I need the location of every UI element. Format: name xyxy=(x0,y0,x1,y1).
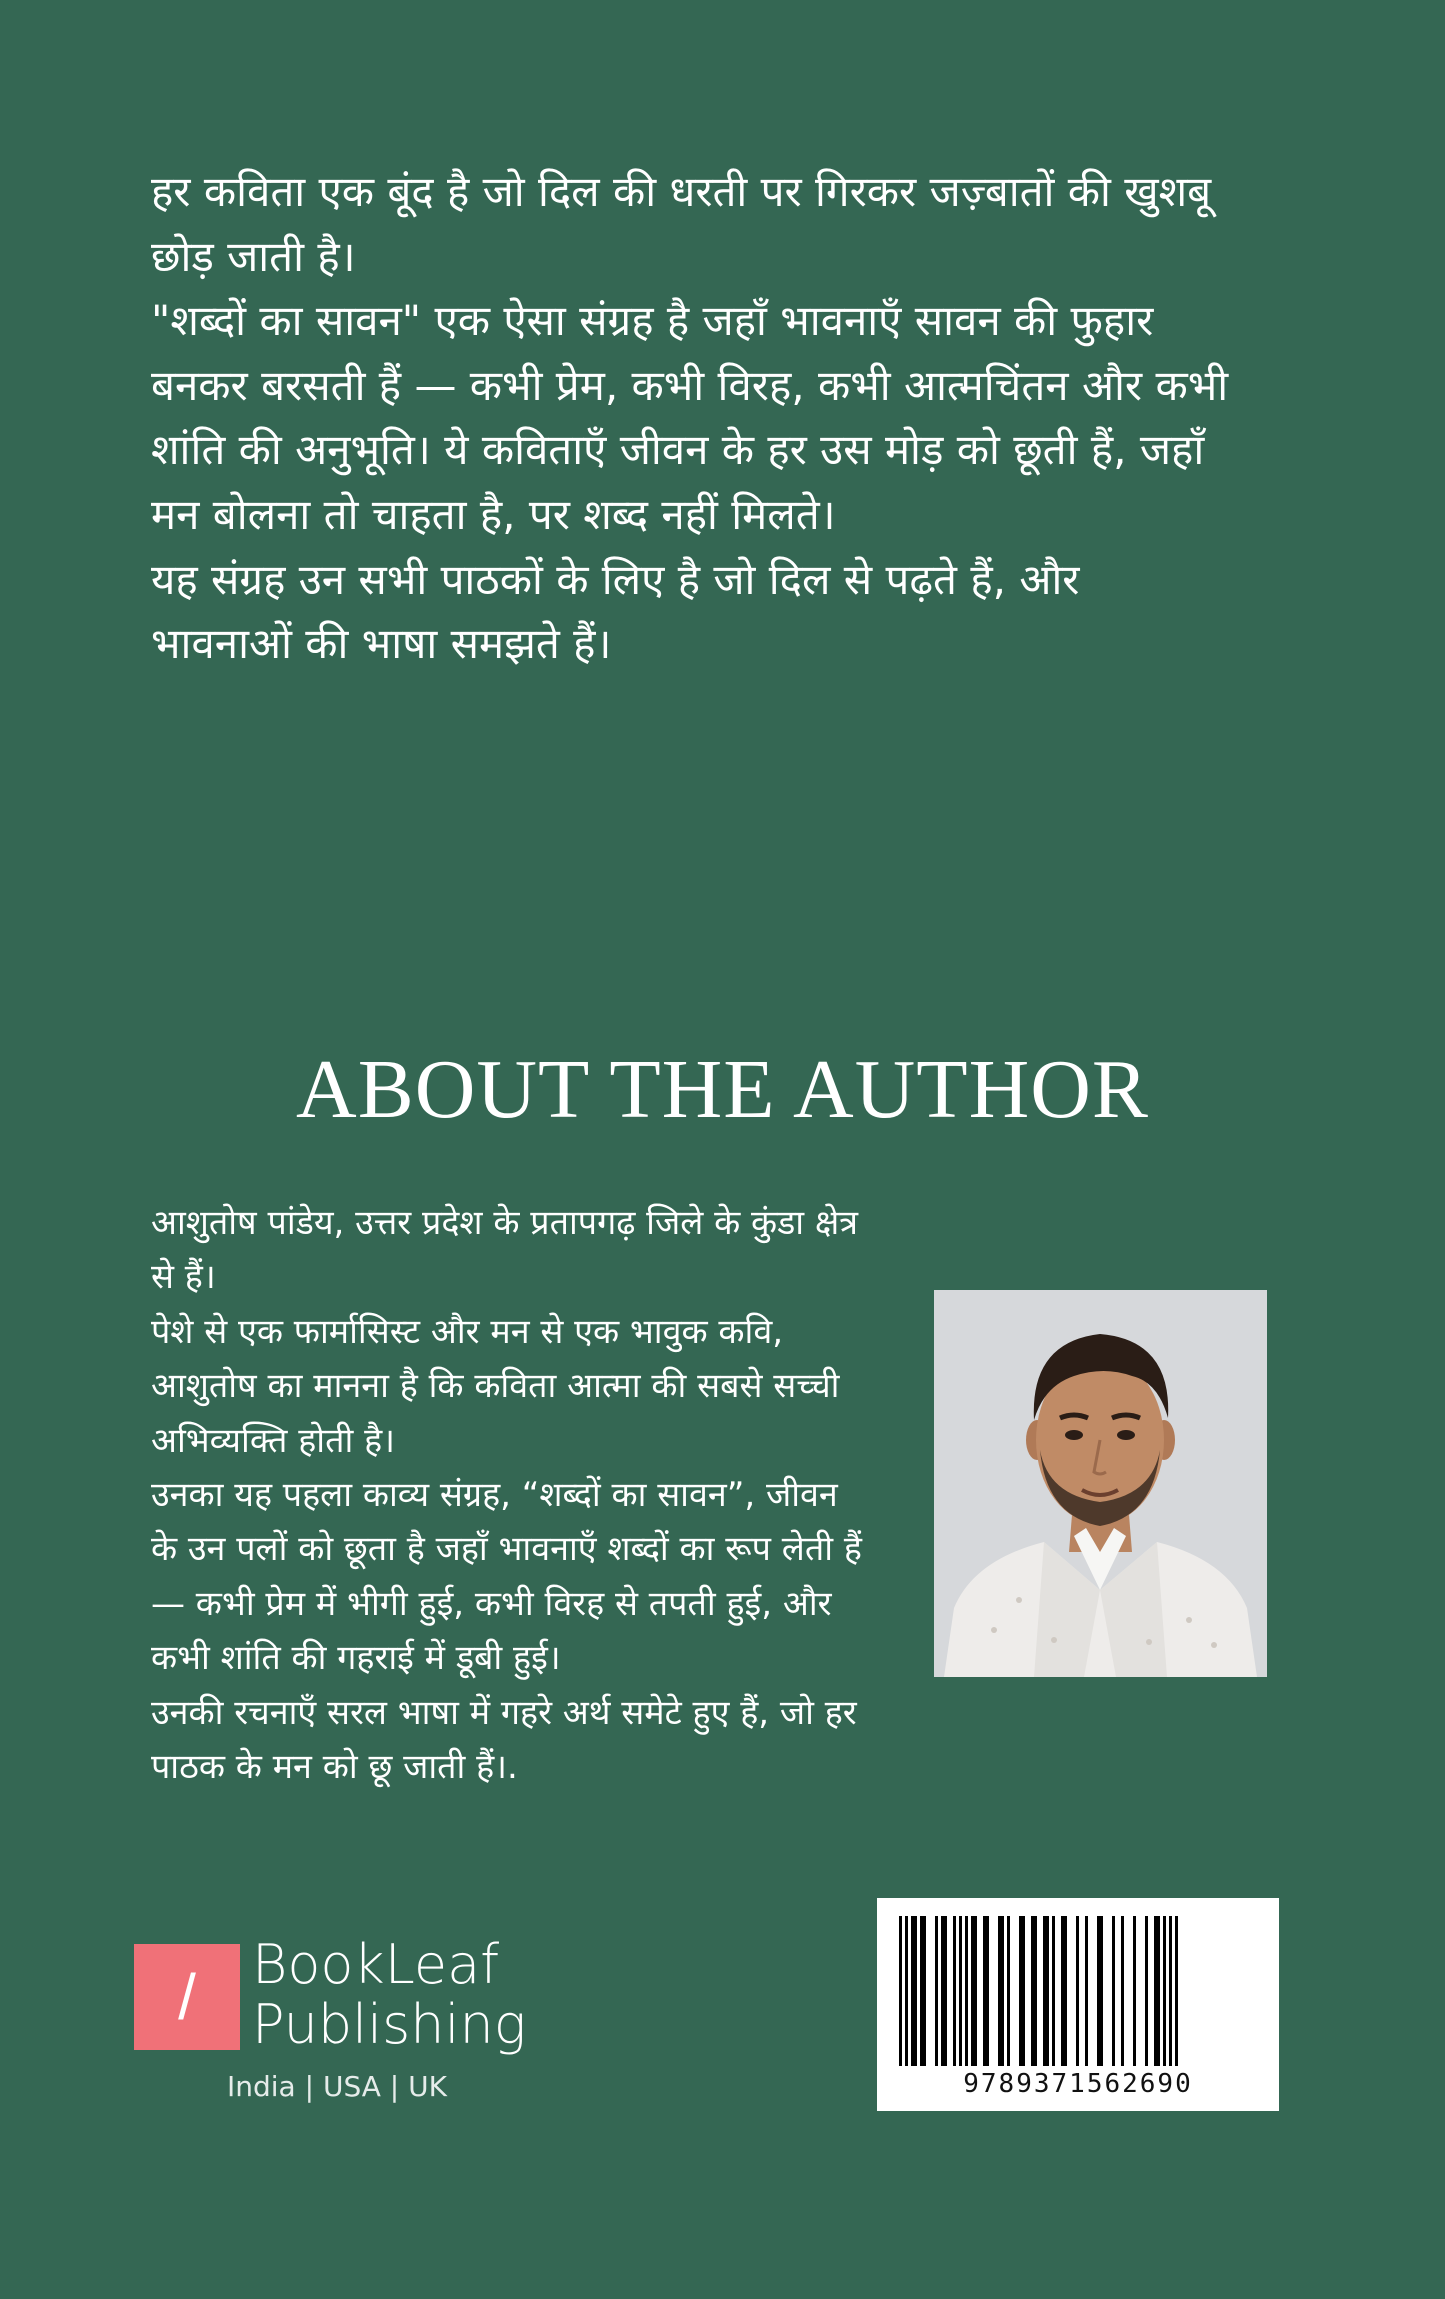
isbn-number: 9789371562690 xyxy=(963,2069,1193,2099)
book-blurb xyxy=(151,160,1231,677)
author-portrait-illustration xyxy=(934,1290,1267,1677)
blurb-paragraph: यह संग्रह उन सभी पाठकों के लिए है जो दिल से पढ़ते हैं, और भावनाओं की भाषा समझते हैं। xyxy=(151,554,1080,669)
bio-paragraph: आशुतोष पांडेय, उत्तर प्रदेश के प्रतापगढ़ जिले के कुंडा क्षेत्र से हैं। xyxy=(151,1203,859,1298)
publisher-name-line2: Publishing xyxy=(252,1993,527,2056)
isbn-barcode xyxy=(877,1898,1279,2111)
publisher-name xyxy=(252,1935,526,2055)
author-photo xyxy=(934,1290,1267,1677)
bio-paragraph: उनका यह पहला काव्य संग्रह, “शब्दों का सावन”, जीवन के उन पलों को छूता है जहाँ भावनाएँ शब्दों का रूप लेती हैं — कभी प्रेम में भीगी हुई, कभी विरह से तपती हुई, और कभी शांति की गहराई में डूबी हुई। xyxy=(151,1475,862,1679)
bio-paragraph: उनकी रचनाएँ सरल भाषा में गहरे अर्थ समेटे हुए हैं, जो हर पाठक के मन को छू जाती हैं।. xyxy=(151,1692,857,1788)
publisher-logo-mark xyxy=(134,1944,240,2050)
barcode-icon xyxy=(899,1916,1257,2066)
blurb-paragraph: हर कविता एक बूंद है जो दिल की धरती पर गिरकर जज़्बातों की खुशबू छोड़ जाती है। xyxy=(151,167,1212,281)
publisher-countries: India | USA | UK xyxy=(227,2070,447,2103)
publisher-name-line1: BookLeaf xyxy=(252,1933,500,1996)
blurb-paragraph: "शब्दों का सावन" एक ऐसा संग्रह है जहाँ भावनाएँ सावन की फुहार बनकर बरसती हैं — कभी प्रेम, कभी विरह, कभी आत्मचिंतन और कभी शांति की अनुभूति। ये कविताएँ जीवन के हर उस मोड़ को छूती हैं, जहाँ मन बोलना तो चाहता है, पर शब्द नहीं मिलते। xyxy=(151,296,1229,539)
slash-logo-icon: / xyxy=(178,1961,196,2033)
about-author-heading: ABOUT THE AUTHOR xyxy=(296,1043,1149,1136)
bio-paragraph: पेशे से एक फार्मासिस्ट और मन से एक भावुक कवि, आशुतोष का मानना है कि कविता आत्मा की सबसे सच्ची अभिव्यक्ति होती है। xyxy=(151,1311,840,1461)
author-bio xyxy=(151,1196,871,1794)
